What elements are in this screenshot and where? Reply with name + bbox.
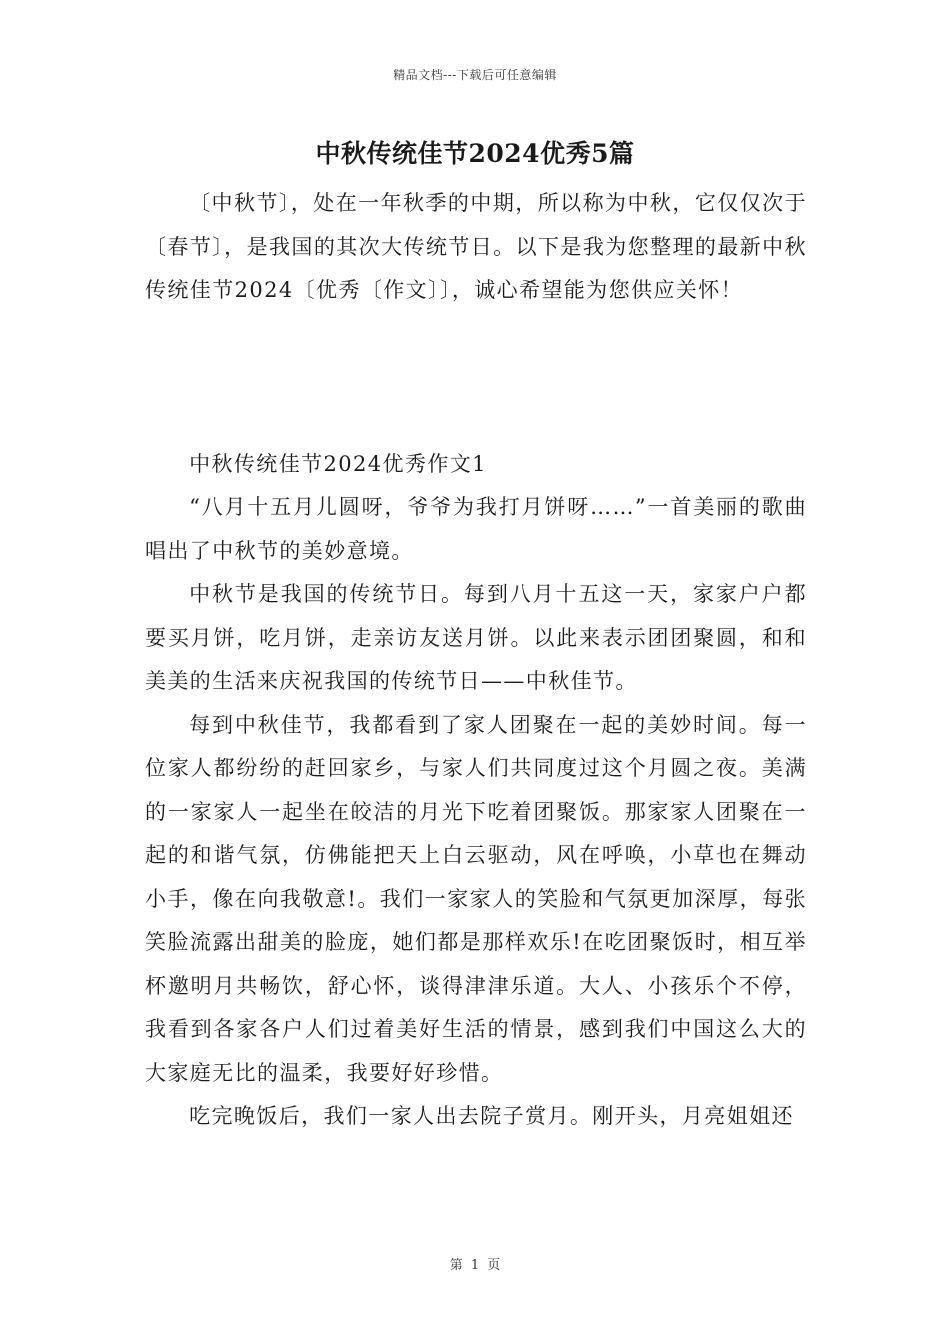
document-title: 中秋传统佳节2024优秀5篇 <box>315 139 635 168</box>
page-footer: 第 1 页 <box>449 1258 501 1273</box>
intro-paragraph: 〔中秋节〕，处在一年秋季的中期，所以称为中秋，它仅仅次于〔春节〕，是我国的其次大传统节日。以下是我为您整理的最新中秋传统佳节2024〔优秀〔作文〕〕，诚心希望能为您供应关怀！ <box>145 191 807 302</box>
body-paragraph-1: “八月十五月儿圆呀，爷爷为我打月饼呀……”一首美丽的歌曲唱出了中秋节的美妙意境。 <box>145 495 807 563</box>
document-body <box>145 182 807 1139</box>
body-paragraph-3: 每到中秋佳节，我都看到了家人团聚在一起的美妙时间。每一位家人都纷纷的赶回家乡，与家人们共同度过这个月圆之夜。美满的一家家人一起坐在皎洁的月光下吃着团聚饭。那家家人团聚在一起的和谐气氛，仿佛能把天上白云驱动，风在呼唤，小草也在舞动小手，像在向我敬意!。我们一家家人的笑脸和气氛更加深厚，每张笑脸流露出甜美的脸庞，她们都是那样欢乐!在吃团聚饭时，相互举杯邀明月共畅饮，舒心怀，谈得津津乐道。大人、小孩乐个不停，我看到各家各户人们过着美好生活的情景，感到我们中国这么大的大家庭无比的温柔，我要好好珍惜。 <box>145 712 807 1085</box>
section-heading: 中秋传统佳节2024优秀作文1 <box>189 451 487 476</box>
paragraph-spacer <box>145 313 807 443</box>
body-paragraph-2: 中秋节是我国的传统节日。每到八月十五这一天，家家户户都要买月饼，吃月饼，走亲访友送月饼。以此来表示团团聚圆，和和美美的生活来庆祝我国的传统节日——中秋佳节。 <box>145 582 807 693</box>
body-paragraph-4: 吃完晚饭后，我们一家人出去院子赏月。刚开头，月亮姐姐还 <box>189 1104 794 1128</box>
page-header: 精品文档---下载后可任意编辑 <box>393 68 557 82</box>
